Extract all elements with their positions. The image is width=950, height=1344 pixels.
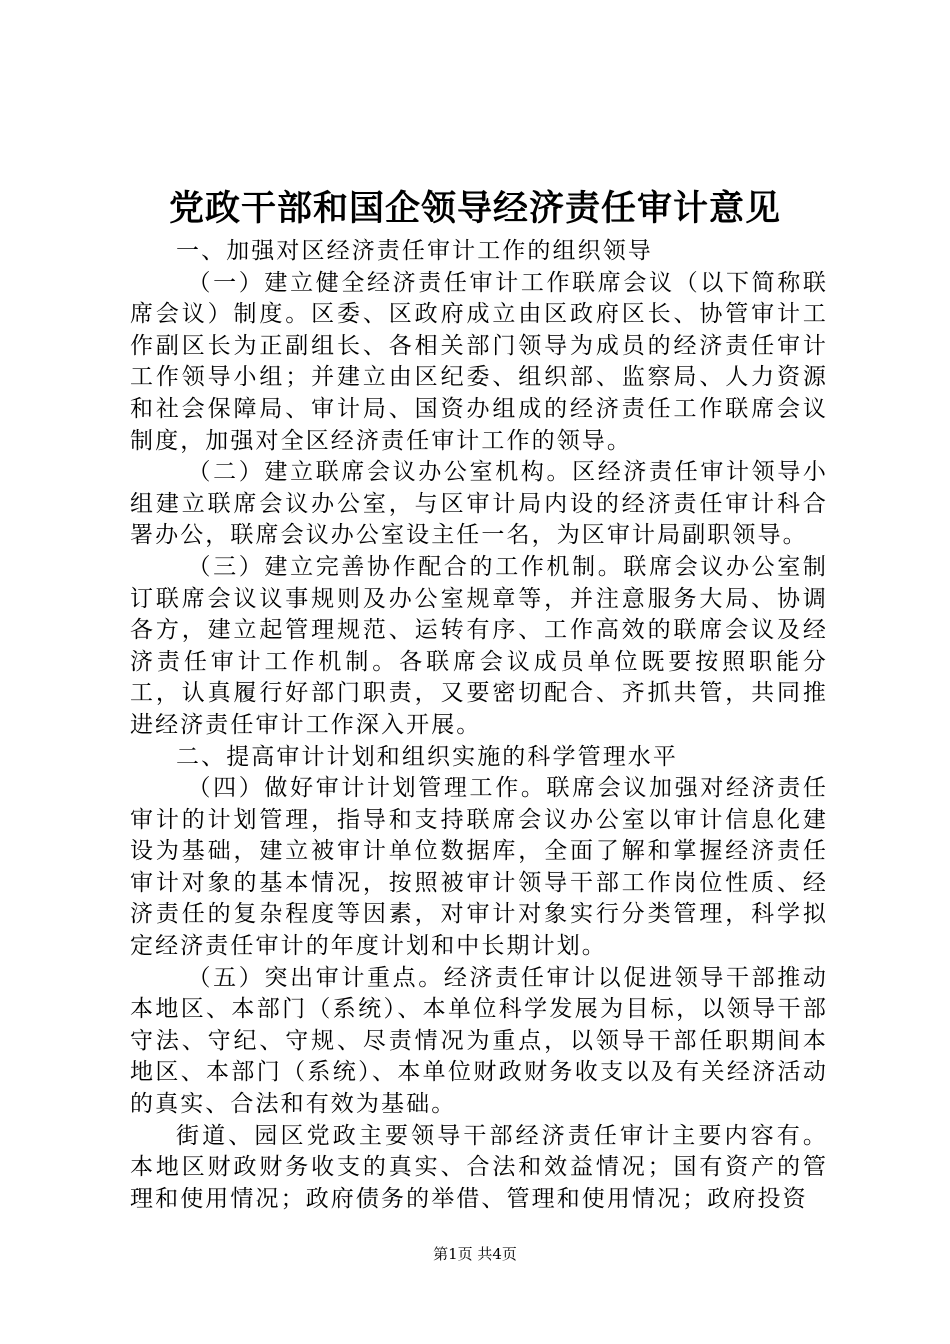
section-heading-1: 一、加强对区经济责任审计工作的组织领导 (176, 238, 653, 264)
paragraph-5: （五）突出审计重点。经济责任审计以促进领导干部推动本地区、本部门（系统）、本单位科学发展为目标，以领导干部守法、守纪、守规、尽责情况为重点，以领导干部任职期间本地区、本部门（系统）、本单位财政财务收支以及有关经济活动的真实、合法和有效为基础。 (130, 964, 828, 1118)
paragraph-4: （四）做好审计计划管理工作。联席会议加强对经济责任审计的计划管理，指导和支持联席会议办公室以审计信息化建设为基础，建立被审计单位数据库，全面了解和掌握经济责任审计对象的基本情况，按照被审计领导干部工作岗位性质、经济责任的复杂程度等因素，对审计对象实行分类管理，科学拟定经济责任审计的年度计划和中长期计划。 (130, 775, 828, 960)
document-body (130, 236, 828, 1215)
paragraph-2: （二）建立联席会议办公室机构。区经济责任审计领导小组建立联席会议办公室，与区审计局内设的经济责任审计科合署办公，联席会议办公室设主任一名，为区审计局副职领导。 (130, 459, 828, 549)
page-number-footer: 第1页 共4页 (433, 1245, 517, 1263)
paragraph-6: 街道、园区党政主要领导干部经济责任审计主要内容有。本地区财政财务收支的真实、合法和效益情况；国有资产的管理和使用情况；政府债务的举借、管理和使用情况；政府投资 (130, 1122, 828, 1212)
section-heading-2: 二、提高审计计划和组织实施的科学管理水平 (176, 743, 678, 770)
document-title: 党政干部和国企领导经济责任审计意见 (168, 188, 781, 229)
paragraph-1: （一）建立健全经济责任审计工作联席会议（以下简称联席会议）制度。区委、区政府成立由区政府区长、协管审计工作副区长为正副组长、各相关部门领导为成员的经济责任审计工作领导小组；并建立由区纪委、组织部、监察局、人力资源和社会保障局、审计局、国资办组成的经济责任工作联席会议制度，加强对全区经济责任审计工作的领导。 (130, 269, 828, 454)
paragraph-3: （三）建立完善协作配合的工作机制。联席会议办公室制订联席会议议事规则及办公室规章等，并注意服务大局、协调各方，建立起管理规范、运转有序、工作高效的联席会议及经济责任审计工作机制。各联席会议成员单位既要按照职能分工，认真履行好部门职责，又要密切配合、齐抓共管，共同推进经济责任审计工作深入开展。 (130, 553, 828, 738)
